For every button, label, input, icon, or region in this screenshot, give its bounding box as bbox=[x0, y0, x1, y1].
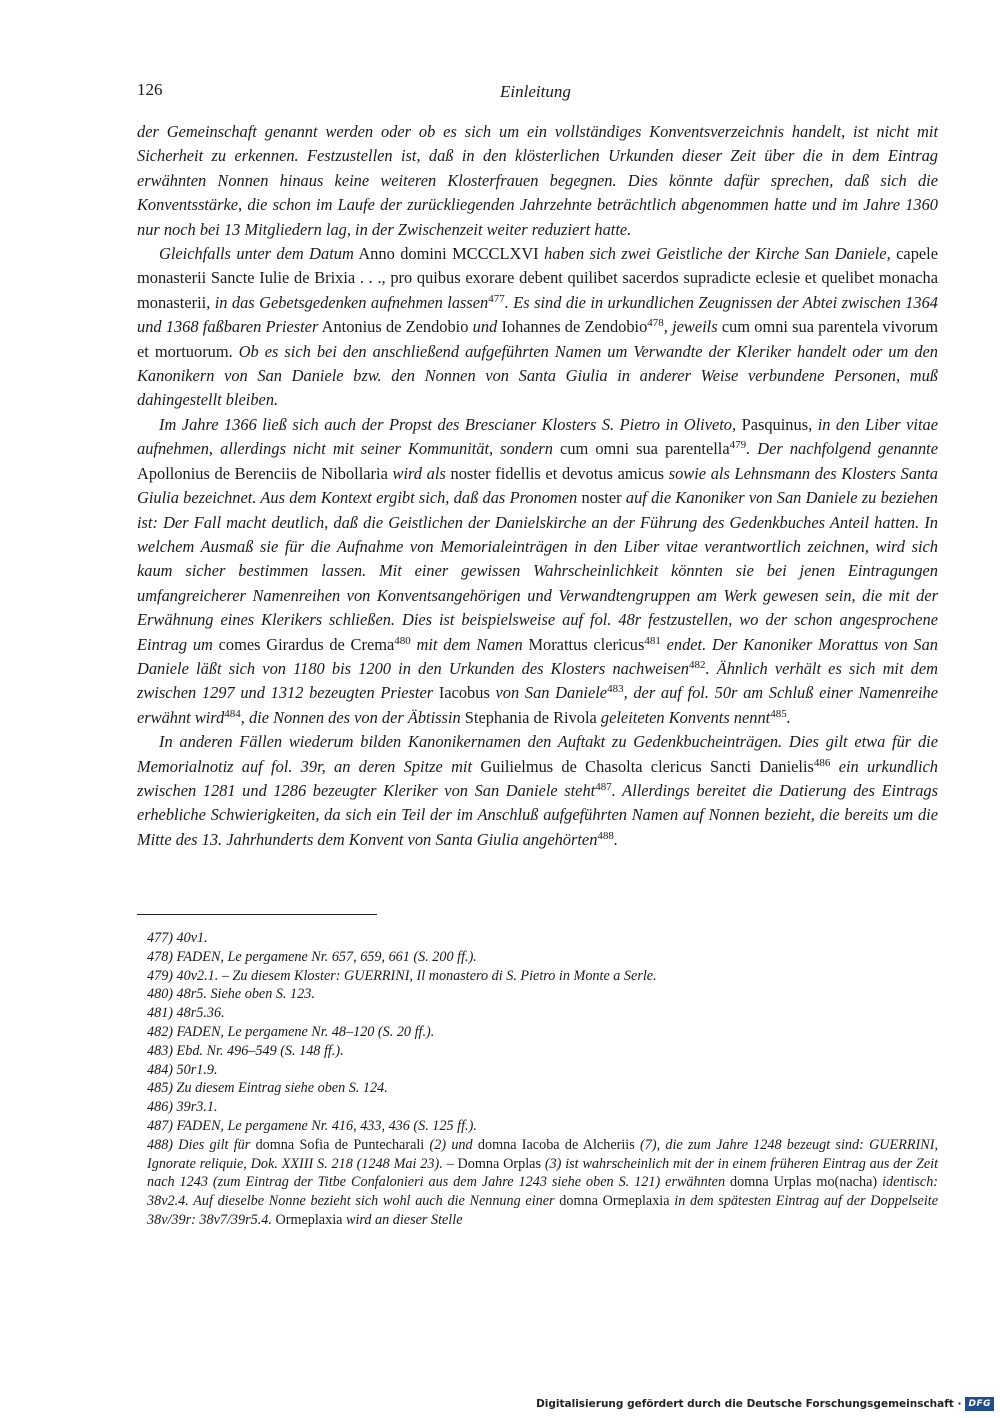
text: in den Liber vitae aufnehmen, allerdings nicht mit seiner Kommunität, sondern bbox=[137, 414, 938, 459]
footnote-text: 478) FADEN, Le pergamene Nr. 657, 659, 661 (S. 200 ff.). bbox=[147, 948, 477, 965]
latin-quote: cum omni sua parentela vivorum et mortuorum. bbox=[137, 317, 938, 361]
footnote-text: 477) 40v1. bbox=[147, 930, 208, 946]
footnote-text: (3) ist wahrscheinlich mit der in einem früheren Eintrag aus der Zeit nach 1243 (zum Eintrag der Titbe Confalonieri aus dem Jahre 1243 siehe oben S. 121) erwähnten bbox=[147, 1155, 939, 1191]
footnote-text: 484) 50r1.9. bbox=[147, 1061, 218, 1078]
text: ein urkundlich zwischen 1281 und 1286 bezeugter Kleriker von San Daniele steht bbox=[137, 756, 938, 800]
latin-name: domna Iacoba de Alcheriis bbox=[477, 1136, 635, 1153]
footnote-484 bbox=[137, 1061, 938, 1080]
latin-quote: capele monasterii Sancte Iulie de Brixia . . ., pro quibus exorare debent quilibet sacerdos supradicte eclesie et quelibet monacha monasterii, bbox=[137, 244, 938, 312]
footnote-486 bbox=[137, 1098, 938, 1117]
footnote-ref: 485 bbox=[770, 707, 787, 720]
footnote-text: 487) FADEN, Le pergamene Nr. 416, 433, 436 (S. 125 ff.). bbox=[147, 1117, 477, 1134]
paragraph-4 bbox=[137, 730, 938, 852]
text: Im Jahre 1366 ließ sich auch der Propst des Brescianer Klosters S. Pietro in Oliveto, bbox=[159, 414, 737, 434]
footnotes bbox=[137, 929, 938, 1230]
digitization-credit bbox=[536, 1397, 994, 1411]
latin-quote: cum omni sua parentella bbox=[560, 439, 730, 459]
footnote-488 bbox=[137, 1136, 938, 1230]
footnote-ref: 482 bbox=[688, 658, 706, 671]
paragraph-3 bbox=[137, 413, 938, 730]
text: , die Nonnen des von der Äbtissin bbox=[240, 707, 461, 727]
footnote-text: 485) Zu diesem Eintrag siehe oben S. 124. bbox=[147, 1080, 388, 1097]
footnote-text: identisch: 38v2.4. Auf dieselbe Nonne bezieht sich wohl auch die Nennung einer bbox=[147, 1174, 939, 1210]
footnote-480 bbox=[137, 985, 938, 1004]
footnote-487 bbox=[137, 1117, 938, 1136]
text: . bbox=[786, 707, 791, 727]
page-number: 126 bbox=[137, 80, 163, 99]
footnote-text: 481) 48r5.36. bbox=[147, 1005, 225, 1022]
text: endet. Der Kanoniker Morattus von San Daniele läßt sich von 1180 bis 1200 in den Urkunden des Klosters nachweisen bbox=[137, 634, 938, 678]
footnote-478 bbox=[137, 948, 938, 967]
footnote-485 bbox=[137, 1079, 938, 1098]
paragraph-2 bbox=[137, 242, 938, 413]
paragraph-1 bbox=[137, 120, 938, 242]
latin-name: Guilielmus de Chasolta clericus Sancti Danielis bbox=[480, 756, 814, 776]
footnote-ref: 488 bbox=[597, 829, 614, 842]
credit-text: Digitalisierung gefördert durch die Deutsche Forschungsgemeinschaft · bbox=[536, 1398, 962, 1410]
text: Ob es sich bei den anschließend aufgeführten Namen um Verwandte der Kleriker handelt oder um den Kanonikern von San Daniele bzw. den Nonnen von Santa Giulia in anderer Weise verbundene Personen, muß dahingestellt bleiben. bbox=[137, 341, 938, 410]
paragraph-1-text: der Gemeinschaft genannt werden oder ob es sich um ein vollständiges Konventsverzeichnis handelt, ist nicht mit Sicherheit zu erkennen. Festzustellen ist, daß in den klösterlichen Urkunden dieser Zeit über die in dem Eintrag erwähnten Nonnen hinaus keine weiteren Klosterfrauen begegnen. Dies könnte dafür sprechen, daß sich die Konventsstärke, die schon im Laufe der zurückliegenden Jahrzehnte beträchtlich abgenommen hatte und im Jahre 1360 nur noch bei 13 Mitgliedern lag, in der Zwischenzeit weiter reduziert hatte. bbox=[137, 122, 938, 239]
text: In anderen Fällen wiederum bilden Kanonikernamen den Auftakt zu Gedenkbucheinträgen. Dies gilt etwa für die Memorialnotiz auf fol. 39r, an deren Spitze mit bbox=[137, 732, 938, 776]
latin-quote: noster fidellis et devotus amicus bbox=[450, 463, 665, 483]
footnote-text: 483) Ebd. Nr. 496–549 (S. 148 ff.). bbox=[147, 1042, 344, 1059]
footnote-477 bbox=[137, 929, 938, 948]
text: . Allerdings bereitet die Datierung des Eintrags erhebliche Schwierigkeiten, da sich ein Teil der im Anschluß aufgeführten Namen auf Nonnen bezieht, die bereits um die Mitte des 13. Jahrhunderts dem Konvent von Santa Giulia angehörten bbox=[137, 780, 938, 849]
text: , der auf fol. 50r am Schluß einer Namenreihe erwähnt wird bbox=[137, 683, 938, 727]
footnote-text: 479) 40v2.1. – Zu diesem Kloster: GUERRINI, Il monastero di S. Pietro in Monte a Serle. bbox=[147, 967, 657, 984]
latin-name: Apollonius de Berenciis de Nibollaria bbox=[137, 463, 388, 483]
latin-name: Pasquinus, bbox=[741, 414, 813, 434]
footnote-text: (7), die zum Jahre 1248 bezeugt sind: GUERRINI, Ignorate reliquie, Dok. XXIII S. 218 (1248 Mai 23). – bbox=[147, 1136, 939, 1172]
footnote-text: (2) und bbox=[429, 1136, 473, 1153]
footnote-ref: 487 bbox=[595, 780, 612, 793]
footnote-ref: 484 bbox=[224, 707, 241, 720]
text: . bbox=[613, 829, 619, 849]
text: auf die Kanoniker von San Daniele zu beziehen ist: Der Fall macht deutlich, daß die Geistlichen der Danielskirche an der Führung des Gedenkbuches Anteil hatten. In welchem Ausmaß sie für die Aufnahme von Memorialeinträgen in den Liber vitae verantwortlich zeichnen, wird sich kaum sicher bestimmen lassen. Mit einer gewissen Wahrscheinlichkeit könnten sie bei jenen Eintragungen umfangreicherer Namenreihen von Konventsangehörigen und Verwandtengruppen am Werk gewesen sein, die mit der Erwähnung eines Klerikers schließen. Dies ist beispielsweise auf fol. 48r festzustellen, wo der schon angesprochene Eintrag um bbox=[137, 488, 938, 654]
footnote-482 bbox=[137, 1023, 938, 1042]
main-text bbox=[137, 120, 938, 852]
text: und bbox=[472, 317, 498, 337]
text: Gleichfalls unter dem Datum bbox=[159, 244, 354, 264]
latin-name: Stephania de Rivola bbox=[464, 707, 597, 727]
latin-name: Ormeplaxia bbox=[275, 1211, 343, 1228]
text: . Der nachfolgend genannte bbox=[746, 439, 938, 459]
latin-quote: Anno domini MCCCLXVI bbox=[358, 244, 539, 264]
footnote-ref: 486 bbox=[813, 756, 831, 769]
footnote-ref: 481 bbox=[644, 634, 661, 647]
latin-name: Antonius de Zendobio bbox=[321, 317, 469, 337]
footnote-483 bbox=[137, 1042, 938, 1061]
footnote-ref: 477 bbox=[488, 292, 505, 305]
footnote-text: in dem spätesten Eintrag auf der Doppelseite 38v/39r: 38v7/39r5.4. bbox=[147, 1193, 939, 1228]
text: in das Gebetsgedenken aufnehmen lassen bbox=[214, 292, 489, 312]
text: mit dem Namen bbox=[416, 634, 523, 654]
text: , jeweils bbox=[663, 317, 718, 337]
latin-name: Iohannes de Zendobio bbox=[501, 317, 648, 337]
text: . Es sind die in urkundlichen Zeugnissen der Abtei zwischen 1364 und 1368 faßbaren Priester bbox=[137, 292, 938, 337]
latin-name: comes Girardus de Crema bbox=[218, 634, 395, 654]
footnote-text: 482) FADEN, Le pergamene Nr. 48–120 (S. 20 ff.). bbox=[147, 1023, 435, 1040]
latin-quote: noster bbox=[581, 488, 622, 508]
text: von San Daniele bbox=[495, 683, 608, 703]
footnote-text: 488) Dies gilt für bbox=[147, 1136, 251, 1153]
latin-name: domna Sofia de Puntecharali bbox=[255, 1136, 425, 1153]
footnote-ref: 483 bbox=[607, 683, 624, 696]
footnote-ref: 480 bbox=[394, 634, 411, 647]
footnote-divider bbox=[137, 914, 377, 915]
latin-name: Iacobus bbox=[438, 683, 490, 703]
text: . Ähnlich verhält es sich mit dem zwischen 1297 und 1312 bezeugten Priester bbox=[137, 658, 938, 703]
running-head: Einleitung bbox=[500, 82, 571, 101]
footnote-ref: 478 bbox=[647, 317, 664, 330]
footnote-text: wird an dieser Stelle bbox=[345, 1211, 463, 1228]
text: haben sich zwei Geistliche der Kirche San Daniele, bbox=[544, 244, 891, 264]
text: geleiteten Konvents nennt bbox=[600, 707, 771, 727]
latin-name: Domna Orplas bbox=[457, 1155, 541, 1172]
text: wird als bbox=[392, 463, 446, 483]
dfg-logo: DFG bbox=[965, 1397, 994, 1411]
latin-name: domna Ormeplaxia bbox=[559, 1193, 670, 1210]
footnote-ref: 479 bbox=[729, 439, 747, 452]
footnote-text: 480) 48r5. Siehe oben S. 123. bbox=[147, 986, 315, 1003]
latin-name: domna Urplas mo(nacha) bbox=[730, 1174, 878, 1191]
text: sowie als Lehnsmann des Klosters Santa Giulia bezeichnet. Aus dem Kontext ergibt sich, daß das Pronomen bbox=[137, 463, 938, 508]
footnote-479 bbox=[137, 967, 938, 986]
latin-name: Morattus clericus bbox=[528, 634, 645, 654]
footnote-481 bbox=[137, 1004, 938, 1023]
footnote-text: 486) 39r3.1. bbox=[147, 1099, 218, 1116]
